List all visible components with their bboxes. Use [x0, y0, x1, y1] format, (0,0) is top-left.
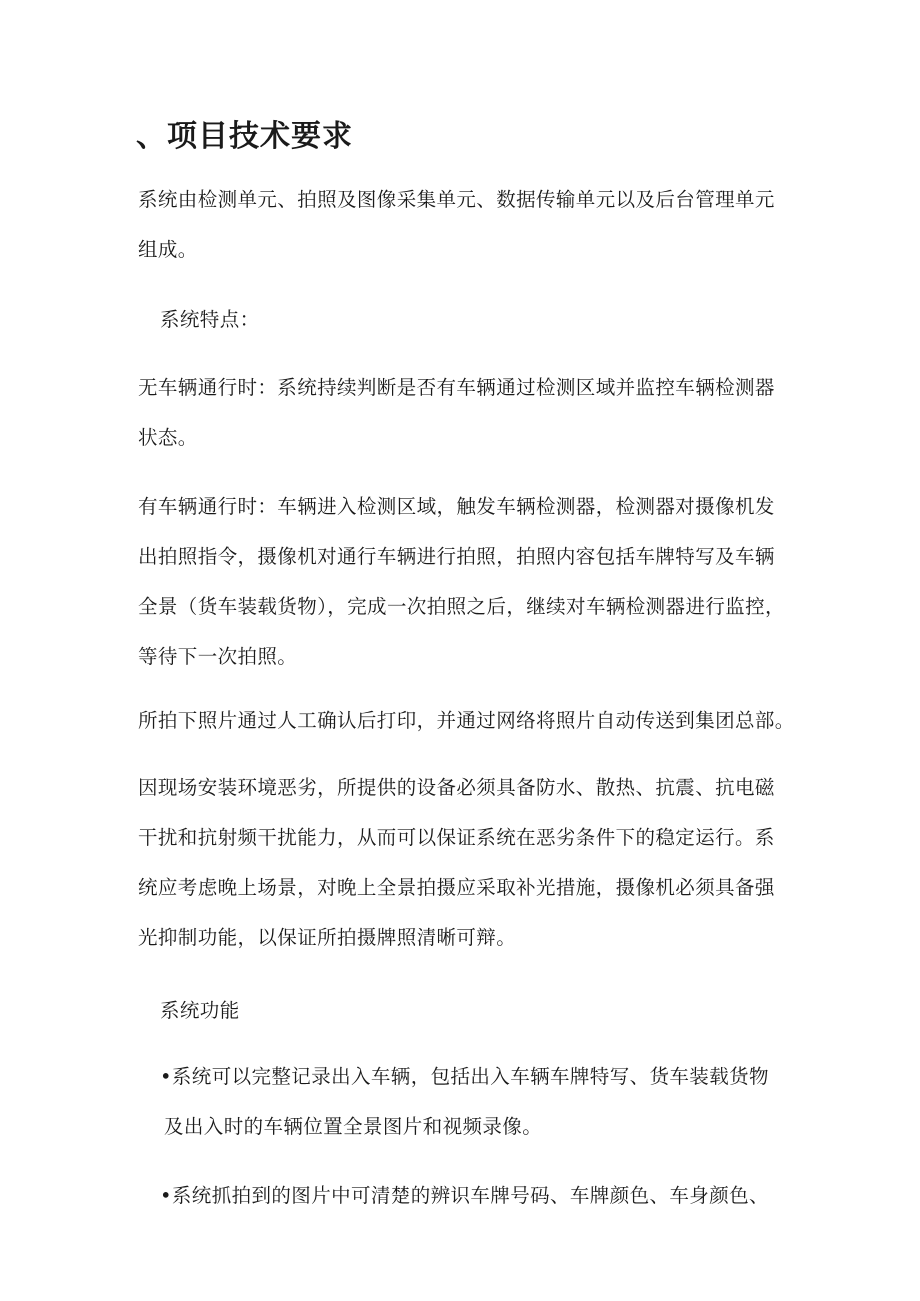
bullet-item-2 [160, 1171, 800, 1221]
text-line: 状态。 [138, 426, 198, 449]
environment-paragraph [138, 763, 798, 963]
text-line: 干扰和抗射频干扰能力，从而可以保证系统在恶劣条件下的稳定运行。系 [138, 826, 775, 849]
text-line: 统应考虑晚上场景，对晚上全景拍摄应采取补光措施，摄像机必须具备强 [138, 876, 775, 899]
text-line: 及出入时的车辆位置全景图片和视频录像。 [164, 1115, 543, 1138]
features-title [160, 295, 820, 345]
text-line: 所拍下照片通过人工确认后打印，并通过网络将照片自动传送到集团总部。 [138, 709, 795, 732]
text-line: 等待下一次拍照。 [138, 645, 298, 668]
text-line: 全景（货车装载货物），完成一次拍照之后，继续对车辆检测器进行监控， [138, 595, 785, 618]
text-line: 系统由检测单元、拍照及图像采集单元、数据传输单元以及后台管理单元 [138, 188, 775, 211]
bullet-item-1 [160, 1052, 800, 1152]
text-line: 因现场安装环境恶劣，所提供的设备必须具备防水、散热、抗震、抗电磁 [138, 776, 775, 799]
text-line: •系统抓拍到的图片中可清楚的辨识车牌号码、车牌颜色、车身颜色、 [160, 1184, 769, 1207]
text-line: 组成。 [138, 238, 198, 261]
text-line: 有车辆通行时：车辆进入检测区域，触发车辆检测器，检测器对摄像机发 [138, 495, 775, 518]
text-line: 无车辆通行时：系统持续判断是否有车辆通过检测区域并监控车辆检测器 [138, 376, 775, 399]
with-vehicle-paragraph [138, 482, 798, 682]
text-line: 出拍照指令，摄像机对通行车辆进行拍照，拍照内容包括车牌特写及车辆 [138, 545, 775, 568]
intro-paragraph [138, 175, 798, 275]
text-line: 光抑制功能，以保证所拍摄牌照清晰可辩。 [138, 926, 517, 949]
text-line: 系统功能 [160, 999, 240, 1022]
text-line: •系统可以完整记录出入车辆，包括出入车辆车牌特写、货车装载货物 [160, 1065, 769, 1088]
section-heading: 、项目技术要求 [136, 119, 353, 154]
text-line: 系统特点： [160, 308, 260, 331]
print-paragraph [138, 696, 798, 746]
no-vehicle-paragraph [138, 363, 798, 463]
functions-title [160, 986, 820, 1036]
